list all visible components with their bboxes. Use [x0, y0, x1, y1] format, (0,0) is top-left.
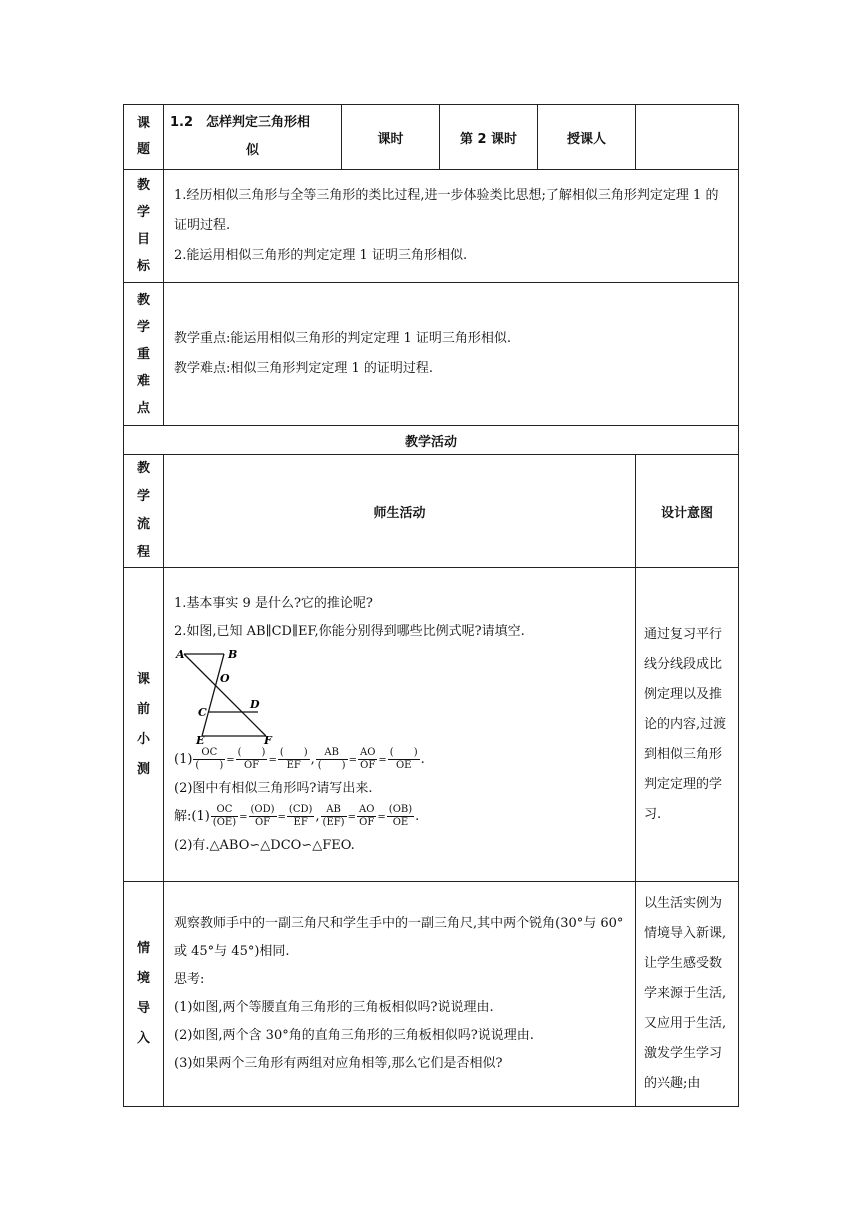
intro-t3: (3)如果两个三角形有两组对应角相等,那么它们是否相似? [174, 1056, 503, 1071]
topic-label-cell [124, 105, 164, 170]
flow-label: 教学流程 [137, 461, 151, 560]
key-points-row [124, 283, 739, 426]
label-A: A [176, 647, 185, 661]
intro-t2: (2)如图,两个含 30°角的直角三角形的三角板相似吗?说说理由. [174, 1028, 534, 1043]
pretest-content [164, 568, 636, 882]
objective-1: 1.经历相似三角形与全等三角形的类比过程,进一步体验类比思想;了解相似三角形判定定理 1 的证明过程. [174, 188, 719, 233]
blank-equation-1: (1) $\frac{OC}{( )}$ = $\frac{( )}{OF}$ = $\frac{( )}{EF}$ , $\frac{AB}{( )}$ = $\frac{AO}{OF}$ = $\frac{( )}{OE}$ . [174, 746, 425, 771]
topic-value-line2: 似 [245, 143, 259, 158]
pretest-q2: 2.如图,已知 AB∥CD∥EF,你能分别得到哪些比例式呢?请填空. [174, 623, 525, 639]
intro-label: 情境导入 [137, 941, 151, 1046]
flow-label-cell [124, 455, 164, 568]
label-F: F [264, 733, 272, 744]
intro-label-cell [124, 882, 164, 1107]
pretest-label-cell [124, 568, 164, 882]
pretest-q1: 1.基本事实 9 是什么?它的推论呢? [174, 595, 373, 611]
key-points-content [164, 283, 739, 426]
pretest-row [124, 568, 739, 882]
label-E: E [196, 733, 205, 744]
pretest-label: 课前小测 [137, 671, 151, 777]
flow-header-row [124, 455, 739, 568]
period-value: 第 2 课时 [440, 105, 538, 170]
period-label: 课时 [342, 105, 440, 170]
answer-equation-1: 解:(1) $\frac{OC}{(OE)}$ = $\frac{(OD)}{OF}$ = $\frac{(CD)}{EF}$ , $\frac{AB}{(EF)}$ = $\frac{AO}{OF}$ = $\frac{(OB)}{OE}$ . [174, 803, 420, 828]
objectives-label: 教学目标 [137, 178, 151, 274]
answer-2: (2)有.△ABO∽△DCO∽△FEO. [174, 837, 355, 853]
intro-intent: 以生活实例为情境导入新课,让学生感受数学来源于生活,又应用于生活,激发学生学习的兴趣;由 [636, 882, 739, 1107]
objectives-row [124, 170, 739, 283]
teacher-label: 授课人 [538, 105, 636, 170]
header-row [124, 105, 739, 170]
objective-2: 2.能运用相似三角形的判定定理 1 证明三角形相似. [174, 248, 468, 263]
objectives-label-cell [124, 170, 164, 283]
pretest-intent: 通过复习平行线分线段成比例定理以及推论的内容,过渡到相似三角形判定定理的学习. [636, 568, 739, 882]
intro-line1: 观察教师手中的一副三角尺和学生手中的一副三角尺,其中两个锐角(30°与 60°或 45°与 45°)相同. [174, 916, 624, 959]
activities-title-row [124, 426, 739, 455]
label-C: C [198, 705, 207, 719]
activities-title: 教学活动 [124, 426, 739, 455]
key-focus: 教学重点:能运用相似三角形的判定定理 1 证明三角形相似. [174, 331, 512, 346]
topic-value-line1: 1.2 怎样判定三角形相 [170, 115, 311, 130]
activity-header: 师生活动 [164, 455, 636, 568]
label-D: D [250, 697, 260, 711]
teacher-value [636, 105, 739, 170]
label-O: O [220, 671, 230, 685]
objectives-content [164, 170, 739, 283]
parallel-lines-diagram [174, 648, 274, 744]
intro-think: 思考: [174, 972, 205, 987]
intro-t1: (1)如图,两个等腰直角三角形的三角板相似吗?说说理由. [174, 1000, 494, 1015]
intro-row [124, 882, 739, 1107]
topic-label: 课题 [137, 116, 151, 157]
key-points-label: 教学重难点 [137, 292, 151, 416]
pretest-q2b: (2)图中有相似三角形吗?请写出来. [174, 780, 373, 796]
lesson-plan-table [123, 104, 739, 1107]
key-points-label-cell [124, 283, 164, 426]
label-B: B [228, 647, 238, 661]
topic-value-cell [164, 105, 342, 170]
intro-content [164, 882, 636, 1107]
intent-header: 设计意图 [636, 455, 739, 568]
key-difficulty: 教学难点:相似三角形判定定理 1 的证明过程. [174, 361, 434, 376]
